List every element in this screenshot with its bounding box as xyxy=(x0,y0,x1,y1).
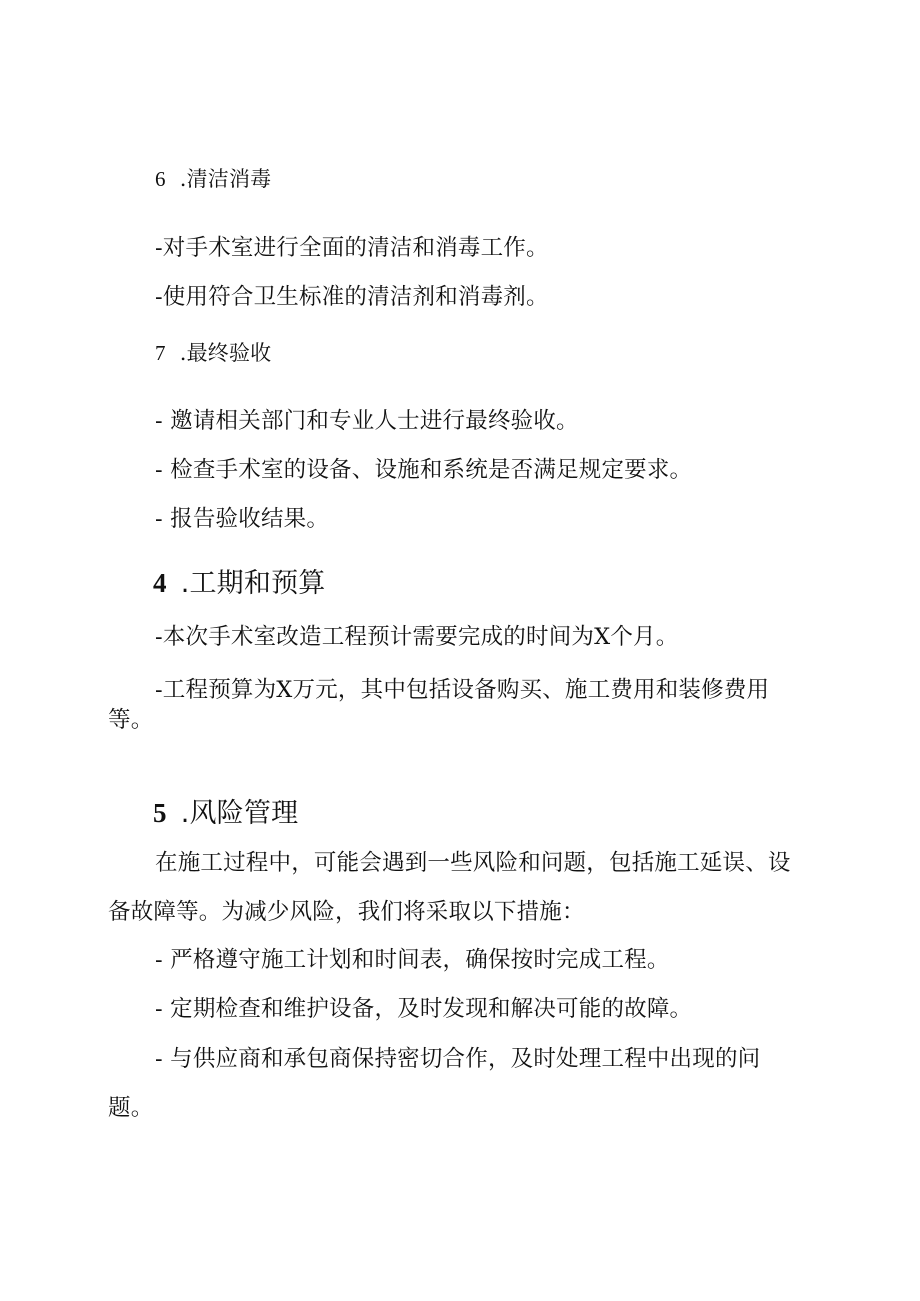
section-7-number: 7 xyxy=(155,341,166,365)
heading-5-item-3-continued: 题。 xyxy=(108,1095,154,1121)
section-6-number: 6 xyxy=(155,167,166,191)
heading-4-title: .工期和预算 xyxy=(180,568,326,599)
heading-4-number: 4 xyxy=(153,568,167,598)
section-6-item-2: -使用符合卫生标准的清洁剂和消毒剂。 xyxy=(155,284,549,310)
section-6-heading xyxy=(155,164,271,194)
section-6-title: .清洁消毒 xyxy=(179,167,272,191)
heading-5-item-1: - 严格遵守施工计划和时间表，确保按时完成工程。 xyxy=(155,947,670,973)
section-7-title: .最终验收 xyxy=(179,341,272,365)
section-6-item-1: -对手术室进行全面的清洁和消毒工作。 xyxy=(155,235,549,261)
heading-5-number: 5 xyxy=(153,798,167,828)
section-7-item-3: - 报告验收结果。 xyxy=(155,506,330,532)
section-7-item-1: - 邀请相关部门和专业人士进行最终验收。 xyxy=(155,408,579,434)
heading-5 xyxy=(153,796,298,831)
heading-5-item-2: - 定期检查和维护设备，及时发现和解决可能的故障。 xyxy=(155,996,693,1022)
heading-4 xyxy=(153,566,326,601)
heading-4-item-2-continued: 等。 xyxy=(108,707,154,733)
heading-4-item-1: -本次手术室改造工程预计需要完成的时间为X个月。 xyxy=(155,624,679,650)
heading-5-title: .风险管理 xyxy=(180,798,299,829)
heading-4-item-2: -工程预算为X万元，其中包括设备购买、施工费用和装修费用 xyxy=(155,677,770,703)
section-7-item-2: - 检查手术室的设备、设施和系统是否满足规定要求。 xyxy=(155,457,693,483)
heading-5-paragraph-line-1: 在施工过程中，可能会遇到一些风险和问题，包括施工延误、设 xyxy=(155,850,791,876)
heading-5-item-3: - 与供应商和承包商保持密切合作，及时处理工程中出现的问 xyxy=(155,1046,761,1072)
heading-5-paragraph-line-2: 备故障等。为减少风险，我们将采取以下措施： xyxy=(108,899,585,925)
section-7-heading xyxy=(155,338,271,368)
